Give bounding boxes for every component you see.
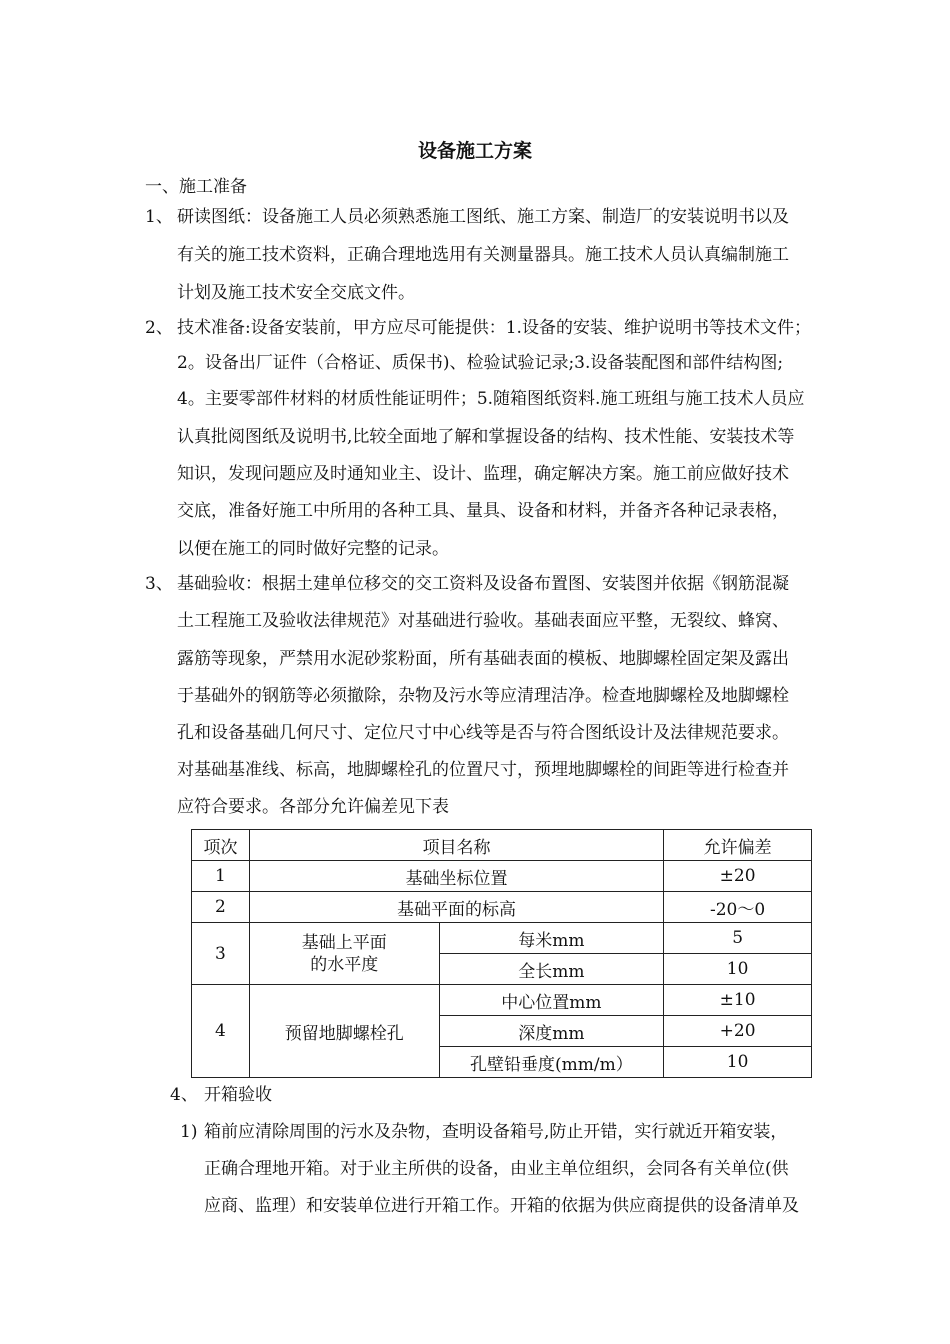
table-cell: 5	[664, 923, 812, 954]
table-cell: 10	[664, 1047, 812, 1078]
paragraph-line: 箱前应清除周围的污水及杂物，查明设备箱号,防止开错，实行就近开箱安装，	[204, 1122, 788, 1142]
tolerance-table	[191, 829, 812, 1078]
table-cell	[249, 923, 439, 985]
table-cell: 中心位置mm	[439, 985, 664, 1016]
table-cell: 1	[192, 861, 250, 892]
table-cell: 每米mm	[439, 923, 664, 954]
table-cell: ±20	[664, 861, 812, 892]
table-cell: 基础平面的标高	[249, 892, 663, 923]
table-row	[192, 861, 812, 892]
table-cell: +20	[664, 1016, 812, 1047]
table-cell: 孔壁铅垂度(mm/m）	[439, 1047, 664, 1078]
table-cell: 10	[664, 954, 812, 985]
table-header-row	[192, 830, 812, 861]
section-heading: 一、施工准备	[145, 177, 247, 197]
paragraph-line: 露筋等现象，严禁用水泥砂浆粉面，所有基础表面的模板、地脚螺栓固定架及露出	[177, 649, 789, 669]
cell-text-line: 的水平度	[310, 954, 379, 975]
table-cell: ±10	[664, 985, 812, 1016]
cell-text-line: 基础上平面	[301, 932, 387, 953]
paragraph-line: 有关的施工技术资料，正确合理地选用有关测量器具。施工技术人员认真编制施工	[177, 245, 789, 265]
table-row	[192, 985, 812, 1016]
table-cell: 深度mm	[439, 1016, 664, 1047]
item-number: 1)	[180, 1122, 198, 1142]
paragraph-line: 应商、监理）和安装单位进行开箱工作。开箱的依据为供应商提供的设备清单及	[204, 1196, 799, 1216]
table-cell: 基础坐标位置	[249, 861, 663, 892]
paragraph-line: 以便在施工的同时做好完整的记录。	[177, 539, 449, 559]
paragraph-line: 4。主要零部件材料的材质性能证明件；5.随箱图纸资料.施工班组与施工技术人员应	[177, 389, 805, 409]
table-row	[192, 892, 812, 923]
item-number: 2、	[145, 318, 173, 338]
item-number: 4、	[170, 1085, 198, 1105]
item-number: 3、	[145, 574, 173, 594]
page-title: 设备施工方案	[417, 140, 532, 162]
paragraph-line: 土工程施工及验收法律规范》对基础进行验收。基础表面应平整，无裂纹、蜂窝、	[177, 611, 789, 631]
table-cell: 预留地脚螺栓孔	[249, 985, 439, 1078]
paragraph-line: 交底，准备好施工中所用的各种工具、量具、设备和材料，并备齐各种记录表格，	[177, 501, 789, 521]
paragraph-line: 计划及施工技术安全交底文件。	[177, 283, 415, 303]
header-cell: 允许偏差	[664, 830, 812, 861]
paragraph-line: 知识，发现问题应及时通知业主、设计、监理，确定解决方案。施工前应做好技术	[177, 464, 789, 484]
section-heading: 开箱验收	[204, 1085, 272, 1105]
paragraph-line: 基础验收：根据土建单位移交的交工资料及设备布置图、安装图并依据《钢筋混凝	[177, 574, 789, 594]
item-number: 1、	[145, 207, 173, 227]
table-cell: -20～0	[664, 892, 812, 923]
paragraph-line: 正确合理地开箱。对于业主所供的设备，由业主单位组织，会同各有关单位(供	[204, 1159, 789, 1179]
paragraph-line: 2。设备出厂证件（合格证、质保书)、检验试验记录;3.设备装配图和部件结构图;	[177, 353, 784, 373]
paragraph-line: 孔和设备基础几何尺寸、定位尺寸中心线等是否与符合图纸设计及法律规范要求。	[177, 723, 789, 743]
table-row	[192, 923, 812, 954]
paragraph-line: 应符合要求。各部分允许偏差见下表	[177, 797, 449, 817]
paragraph-line: 于基础外的钢筋等必须撤除，杂物及污水等应清理洁净。检查地脚螺栓及地脚螺栓	[177, 686, 789, 706]
header-cell: 项目名称	[249, 830, 663, 861]
table-cell: 全长mm	[439, 954, 664, 985]
paragraph-line: 认真批阅图纸及说明书,比较全面地了解和掌握设备的结构、技术性能、安装技术等	[177, 427, 795, 447]
paragraph-line: 技术准备:设备安装前，甲方应尽可能提供：1.设备的安装、维护说明书等技术文件；	[177, 318, 811, 338]
paragraph-line: 对基础基准线、标高，地脚螺栓孔的位置尺寸，预埋地脚螺栓的间距等进行检查并	[177, 760, 789, 780]
header-cell: 项次	[192, 830, 250, 861]
table-cell: 2	[192, 892, 250, 923]
table-cell: 4	[192, 985, 250, 1078]
table-cell: 3	[192, 923, 250, 985]
paragraph-line: 研读图纸：设备施工人员必须熟悉施工图纸、施工方案、制造厂的安装说明书以及	[177, 207, 789, 227]
